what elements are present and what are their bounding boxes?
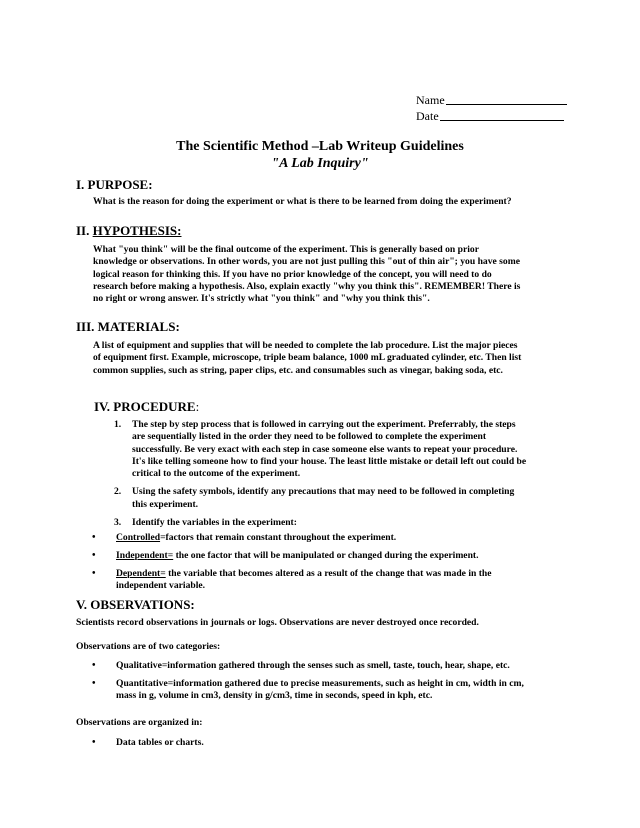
step-line: this experiment. [132, 498, 199, 510]
hypothesis-line: What "you think" will be the final outcome of the experiment. This is generally based on prior [93, 244, 479, 255]
date-blank [440, 108, 564, 121]
procedure-step-list [114, 419, 574, 529]
observation-category-text: Qualitative=information gathered through the senses such as smell, taste, touch, hear, shape, etc. [116, 660, 510, 671]
observation-organized-item [92, 737, 572, 751]
observations-organized-label: Observations are organized in: [76, 717, 203, 728]
variable-item-independent [92, 550, 572, 564]
observation-category-qualitative [92, 660, 572, 674]
step-number: 2. [114, 486, 122, 498]
name-label: Name [416, 93, 445, 107]
date-label: Date [416, 109, 439, 123]
materials-heading: III. MATERIALS: [76, 319, 180, 334]
variable-term: Dependent= [116, 568, 166, 579]
step-number: 1. [114, 419, 122, 430]
name-blank [446, 92, 567, 105]
materials-line: of equipment first. Example, microscope, triple beam balance, 1000 mL graduated cylinder, etc. Then list [93, 352, 522, 364]
purpose-heading: I. PURPOSE: [76, 177, 153, 192]
observation-category-text-continued: mass in g, volume in cm3, density in g/cm3, time in seconds, speed in kph, etc. [116, 690, 433, 702]
hypothesis-line: no right or wrong answer. It's strictly what "you think" and "why you think this". [93, 293, 430, 305]
variable-item-dependent [92, 568, 572, 594]
bullet-icon: • [92, 660, 96, 671]
bullet-icon: • [92, 568, 96, 579]
bullet-icon: • [92, 532, 96, 543]
name-date-block [416, 92, 567, 124]
page-subtitle: "A Lab Inquiry" [271, 156, 369, 171]
variable-item-controlled [92, 532, 572, 546]
page-title: The Scientific Method –Lab Writeup Guidelines [176, 139, 464, 154]
variable-term: Independent= [116, 550, 174, 561]
procedure-step [114, 419, 574, 480]
hypothesis-line: logical reason for thinking this. If you have no prior knowledge of the concept, you will need to do [93, 268, 492, 280]
observation-category-quantitative [92, 678, 572, 704]
observations-categories-label: Observations are of two categories: [76, 641, 221, 652]
date-line [416, 108, 567, 124]
step-line: are sequentially listed in the order they need to be followed to complete the experiment [132, 431, 487, 443]
variable-definition: the one factor that will be manipulated or changed during the experiment. [173, 550, 479, 561]
observations-heading: V. OBSERVATIONS: [76, 597, 195, 612]
hypothesis-heading [76, 223, 181, 239]
hypothesis-text [93, 244, 520, 305]
procedure-heading-main: IV. PROCEDURE [94, 399, 196, 414]
variable-term: Controlled [116, 532, 161, 543]
step-line: It's like telling someone how to find your house. The least little mistake or detail left out could be [132, 455, 527, 467]
bullet-icon: • [92, 550, 96, 561]
variable-definition: =factors that remain constant throughout the experiment. [160, 532, 397, 543]
hypothesis-heading-main: HYPOTHESIS: [92, 223, 182, 238]
observation-category-text: Quantitative=information gathered due to precise measurements, such as height in cm, width in cm, [116, 678, 524, 689]
procedure-steps [114, 419, 574, 529]
step-line: critical to the outcome of the experiment. [132, 468, 301, 480]
step-line: The step by step process that is followed in carrying out the experiment. Preferrably, the steps [132, 419, 516, 430]
purpose-text: What is the reason for doing the experiment or what is there to be learned from doing the experiment? [93, 196, 512, 207]
materials-text [93, 340, 521, 377]
step-line: successfully. Be very exact with each step in case someone else wants to repeat your procedure. [132, 443, 518, 455]
materials-line: common supplies, such as string, paper clips, etc. and consumables such as vinegar, baking soda, etc. [93, 364, 503, 376]
bullet-icon: • [92, 678, 96, 689]
hypothesis-line: research before making a hypothesis. Also, explain exactly "why you think this". REMEMBER! There is [93, 280, 521, 292]
observations-intro: Scientists record observations in journals or logs. Observations are never destroyed once recorded. [76, 617, 479, 628]
materials-line: A list of equipment and supplies that will be needed to complete the lab procedure. List the major pieces [93, 340, 518, 351]
step-line: Identify the variables in the experiment: [132, 517, 297, 529]
step-line: Using the safety symbols, identify any precautions that may need to be followed in completing [132, 486, 515, 498]
procedure-step [114, 517, 574, 529]
variable-definition-continued: independent variable. [116, 580, 206, 592]
organized-item-text: Data tables or charts. [116, 737, 204, 748]
hypothesis-line: knowledge or observations. In other words, you are not just pulling this "out of thin air"; you have some [93, 256, 520, 268]
procedure-heading [94, 399, 199, 415]
step-number: 3. [114, 517, 122, 529]
procedure-step [114, 486, 574, 511]
procedure-heading-colon: : [195, 399, 200, 414]
variable-definition: the variable that becomes altered as a result of the change that was made in the [165, 568, 492, 579]
hypothesis-heading-prefix: II. [76, 223, 93, 238]
name-line [416, 92, 567, 108]
bullet-icon: • [92, 737, 96, 748]
